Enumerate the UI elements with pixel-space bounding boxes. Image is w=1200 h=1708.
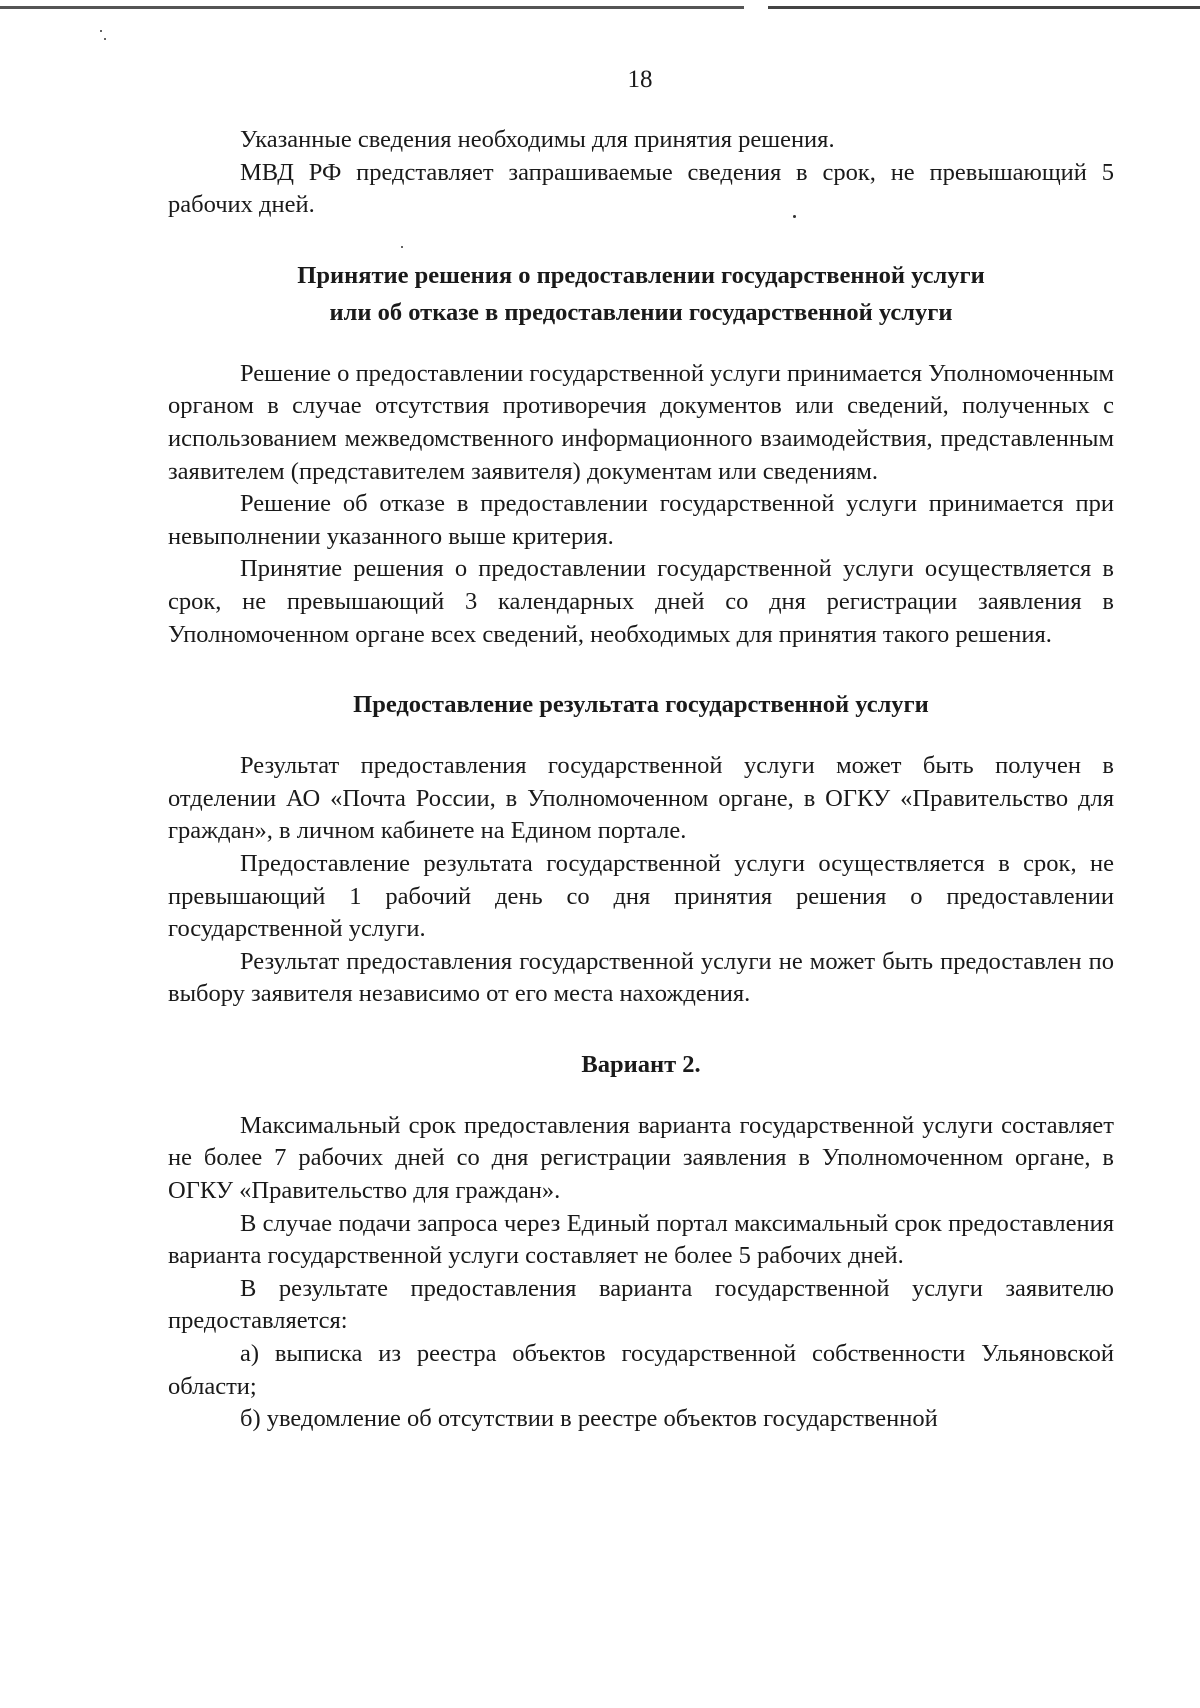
section-heading (168, 257, 1114, 331)
paragraph: Результат предоставления государственной услуги не может быть предоставлен по выбору заявителя независимо от его места нахождения. (168, 947, 1114, 1008)
heading-line: или об отказе в предоставлении государственной услуги (329, 298, 953, 326)
section-heading: Вариант 2. (581, 1050, 701, 1078)
section-heading: Предоставление результата государственной услуги (353, 691, 929, 719)
heading-line: Принятие решения о предоставлении государственной услуги (297, 261, 985, 289)
page-number: 18 (627, 66, 653, 93)
paragraph: Результат предоставления государственной услуги может быть получен в отделении АО «Почта России, в Уполномоченном органе, в ОГКУ «Правительство для граждан», в личном кабинете на Едином портале. (168, 752, 1114, 845)
paragraph: Указанные сведения необходимы для принятия решения. (240, 126, 835, 153)
list-item: б) уведомление об отсутствии в реестре объектов государственной (240, 1405, 938, 1433)
paragraph: Предоставление результата государственной услуги осуществляется в срок, не превышающий 1 рабочий день со дня принятия решения о предоставлении государственной услуги. (168, 849, 1114, 943)
paragraph: МВД РФ представляет запрашиваемые сведения в срок, не превышающий 5 рабочих дней. (168, 158, 1114, 219)
scan-speck (104, 38, 106, 40)
paragraph: В случае подачи запроса через Единый портал максимальный срок предоставления варианта государственной услуги составляет не более 5 рабочих дней. (168, 1209, 1114, 1270)
scan-top-border (0, 6, 1200, 9)
document-body (168, 124, 1114, 1436)
paragraph: В результате предоставления варианта государственной услуги заявителю предоставляется: (168, 1274, 1114, 1335)
paragraph: Решение об отказе в предоставлении государственной услуги принимается при невыполнении указанного выше критерия. (168, 490, 1114, 550)
scan-speck (100, 30, 102, 32)
paragraph: Принятие решения о предоставлении государственной услуги осуществляется в срок, не превышающий 3 календарных дней со дня регистрации заявления в Уполномоченном органе всех сведений, необходимых для принятия такого решения. (168, 555, 1114, 648)
list-item: а) выписка из реестра объектов государственной собственности Ульяновской области; (168, 1340, 1114, 1400)
paragraph: Максимальный срок предоставления варианта государственной услуги составляет не более 7 рабочих дней со дня регистрации заявления в Уполномоченном органе, в ОГКУ «Правительство для граждан». (168, 1111, 1114, 1205)
paragraph: Решение о предоставлении государственной услуги принимается Уполномоченным органом в случае отсутствия противоречия документов или сведений, полученных с использованием межведомственного информационного взаимодействия, представленным заявителем (представителем заявителя) документам или сведениям. (168, 359, 1114, 485)
